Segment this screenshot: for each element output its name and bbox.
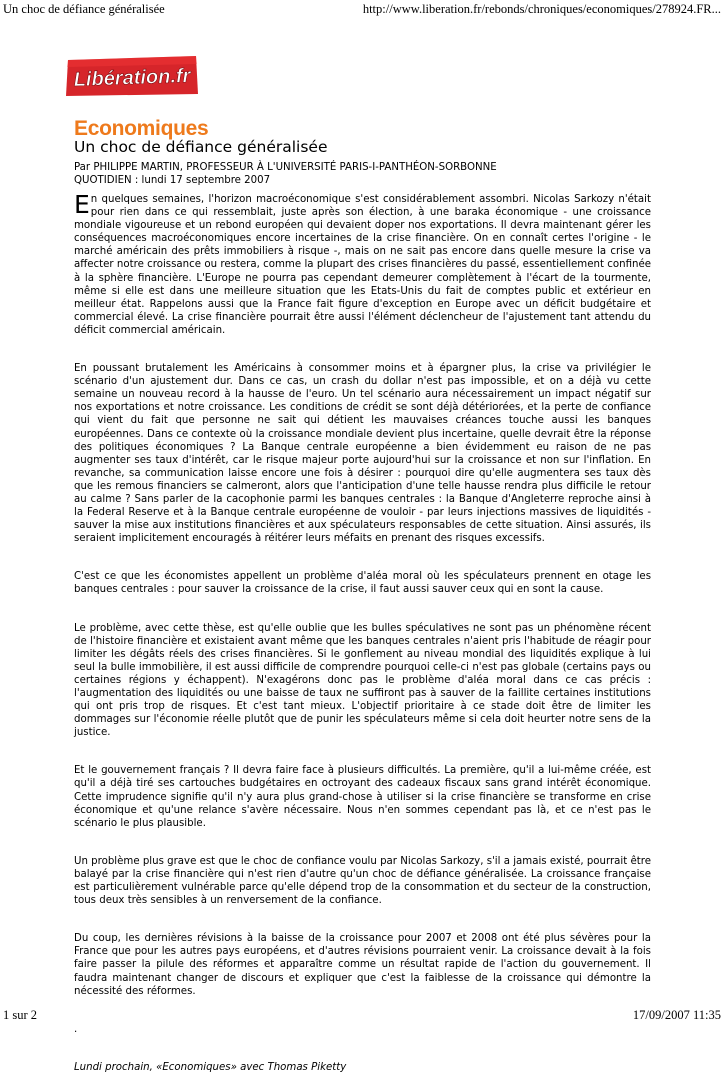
paragraph-5: Et le gouvernement français ? Il devra faire face à plusieurs difficultés. La première, qu'il a lui-même créée, est qu'il a déjà tiré ses cartouches budgétaires en octroyant des cadeaux fiscaux sans grand intérêt économique. Cette imprudence signifie qu'il n'y aura plus grand-chose à utiliser si la crise financière se transforme en crise économique et qu'une relance s'avère nécessaire. Nous n'en sommes cependant pas là, et ce n'est pas le scénario le plus plausible. xyxy=(74,765,651,829)
article-body xyxy=(74,190,651,1074)
byline-block xyxy=(74,161,497,187)
drop-cap: E xyxy=(74,190,90,219)
paragraph-7: Du coup, les dernières révisions à la baisse de la croissance pour 2007 et 2008 ont été plus sévères pour la France que pour les autres pays européens, et d'autres révisions pourraient venir. La croissance devait à la fois faire passer la pilule des réformes et apparaître comme un résultat rapide de l'action du gouvernement. Il faudra maintenant changer de discours et expliquer que c'est la faiblesse de la croissance qui démontre la nécessité des réformes. xyxy=(74,933,651,997)
page-url[interactable]: http://www.liberation.fr/rebonds/chroniques/economiques/278924.FR... xyxy=(362,2,721,16)
logo-wordmark: Libération.fr xyxy=(73,64,191,92)
next-column-note: Lundi prochain, «Economiques» avec Thomas Piketty xyxy=(74,1061,347,1073)
paragraph-4: Le problème, avec cette thèse, est qu'elle oublie que les bulles spéculatives ne sont pas un phénomène récent de l'histoire financière et existaient avant même que les banques centrales n'aient pris l'habitude de réagir pour limiter les dégâts réels des crises financières. Si le gonflement au niveau mondial des liquidités explique à lui seul la bulle immobilière, il est aussi difficile de comprendre pourquoi celle-ci n'est pas globale (certains pays ou certaines régions y échappent). N'exagérons donc pas le problème d'aléa moral dans ce cas précis : l'augmentation des liquidités ou une baisse de taux ne suffiront pas à sauver de la faillite certaines institutions qui ont pris trop de risques. Et c'est tant mieux. L'objectif prioritaire à ce stade doit être de limiter les dommages sur l'économie réelle plutôt que de punir les spéculateurs même si cela doit heurter notre sens de la justice. xyxy=(74,622,651,739)
separator-dot: . xyxy=(74,1023,78,1035)
paragraph-1-text: n quelques semaines, l'horizon macroéconomique s'est considérablement assombri. Nicolas Sarkozy n'était pour rien dans ce qui ressemblait, juste après son élection, à une baraka économique - une croissance mondiale vigoureuse et un rebond européen qui devaient doper nos exportations. Il devra maintenant gérer les conséquences macroéconomiques encore incertaines de la crise financière. On en connaît certes l'origine - le marché américain des prêts immobiliers à risque -, mais on ne sait pas encore dans quelle mesure la crise va affecter notre croissance ou restera, comme la plupart des crises financières du passé, essentiellement confinée à la sphère financière. L'Europe ne pourra pas cependant demeurer complètement à l'écart de la tourmente, même si elle est dans une meilleure situation que les Etats-Unis du fait de comptes public et extérieur en meilleur état. Rappelons aussi que la France fait figure d'exception en Europe avec un déficit budgétaire et commercial élevé. La crise financière pourrait être aussi l'élément déclencheur de l'ajustement tant attendu du déficit commercial américain. xyxy=(74,194,651,336)
paragraph-1 xyxy=(74,190,651,337)
dateline: QUOTIDIEN : lundi 17 septembre 2007 xyxy=(74,175,271,186)
print-datetime: 17/09/2007 11:35 xyxy=(632,1008,721,1022)
page-title-header: Un choc de défiance généralisée xyxy=(3,2,165,16)
byline: Par PHILIPPE MARTIN, PROFESSEUR À L'UNIVERSITÉ PARIS-I-PANTHÉON-SORBONNE xyxy=(74,162,497,173)
article-title: Un choc de défiance généralisée xyxy=(74,138,328,156)
page-indicator: 1 sur 2 xyxy=(3,1008,38,1022)
paragraph-6: Un problème plus grave est que le choc de confiance voulu par Nicolas Sarkozy, s'il a jamais existé, pourrait être balayé par la crise financière qui n'est rien d'autre qu'un choc de défiance généralisée. La croissance française est particulièrement vulnérable parce qu'elle dépend trop de la consommation et du secteur de la construction, tous deux très sensibles à un renversement de la confiance. xyxy=(74,855,651,907)
section-title: Economiques xyxy=(74,117,209,140)
paragraph-3: C'est ce que les économistes appellent un problème d'aléa moral où les spéculateurs prennent en otage les banques centrales : pour sauver la croissance de la crise, il faut aussi sauver ceux qui en sont la cause. xyxy=(74,571,651,596)
paragraph-2: En poussant brutalement les Américains à consommer moins et à épargner plus, la crise va privilégier le scénario d'un ajustement dur. Dans ce cas, un crash du dollar n'est pas impossible, et on a déjà vu cette semaine un nouveau record à la hausse de l'euro. Un tel scénario aura nécessairement un impact négatif sur nos exportations et notre croissance. Les conditions de crédit se sont déjà détériorées, et la perte de confiance qui vient du fait que personne ne sait qui détient les mauvaises créances touche aussi les banques européennes. Dans ce contexte où la croissance mondiale devient plus incertaine, quelle devrait être la réponse des politiques économiques ? La Banque centrale européenne a bien évidemment eu raison de ne pas augmenter ses taux d'intérêt, car le risque majeur porte aujourd'hui sur la croissance et non sur l'inflation. En revanche, sa communication laisse encore une fois à désirer : pourquoi dire qu'elle augmentera ses taux dès que les remous financiers se calmeront, alors que l'anticipation d'une telle hausse rendra plus difficile le retour au calme ? Sans parler de la cacophonie parmi les banques centrales : la Banque d'Angleterre reproche ainsi à la Federal Reserve et à la Banque centrale européenne de vouloir - par leurs injections massives de liquidités - sauver la mise aux institutions financières et aux spéculateurs responsables de cette situation. Ainsi assurés, ils seraient implicitement encouragés à réitérer leurs méfaits en prenant des risques excessifs. xyxy=(74,363,651,545)
liberation-logo[interactable] xyxy=(64,54,200,98)
